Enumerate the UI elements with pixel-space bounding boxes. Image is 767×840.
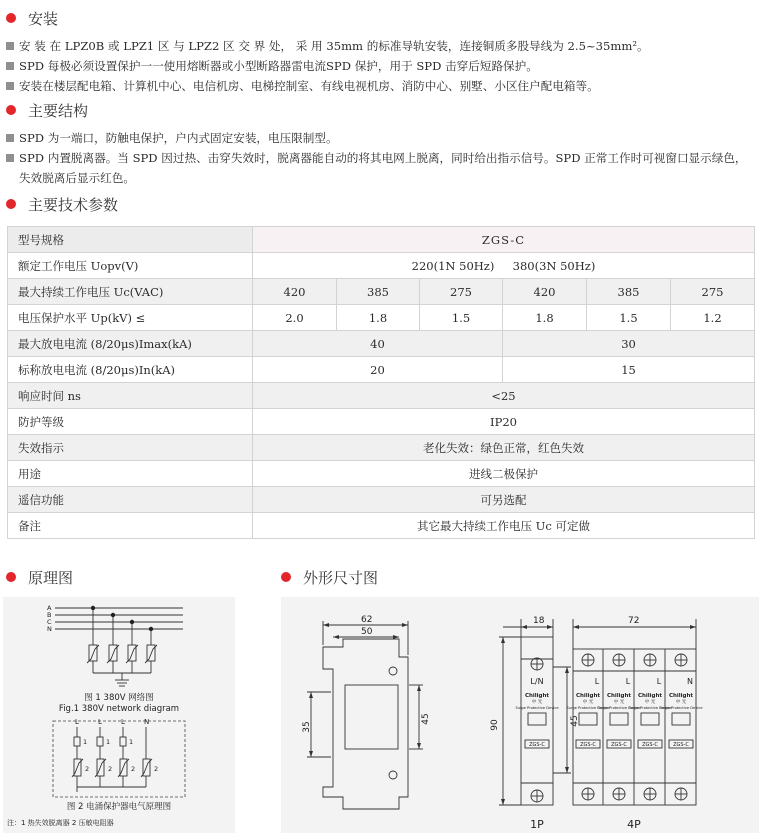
section-title: 主要技术参数 <box>28 195 119 214</box>
fig2-caption: 图 2 电涌保护器电气原理图 <box>66 802 172 812</box>
section-principle-header <box>6 566 73 588</box>
row-label: 失效指示 <box>8 435 253 461</box>
row-label: 防护等级 <box>8 409 253 435</box>
red-dot-icon <box>6 199 16 209</box>
list-item: SPD 每极必须设置保护一一使用熔断器或小型断路器雷电流SPD 保护，用于 SPD 击穿后短路保护。 <box>6 56 758 76</box>
row-label: 遥信功能 <box>8 487 253 513</box>
table-cell: 40 <box>253 331 503 357</box>
svg-text:中 光: 中 光 <box>531 700 543 705</box>
table-cell: 1.2 <box>671 305 755 331</box>
table-row <box>8 435 755 461</box>
table-row <box>8 279 755 305</box>
svg-text:中 光: 中 光 <box>644 700 656 705</box>
table-cell: 420 <box>253 279 337 305</box>
dim-50-label: 50 <box>361 627 373 637</box>
pole-label: L <box>98 718 102 726</box>
svg-text:ZGS-C: ZGS-C <box>611 742 627 748</box>
red-dot-icon <box>6 13 16 23</box>
svg-text:1: 1 <box>106 738 111 746</box>
svg-text:Surge Protective Device: Surge Protective Device <box>628 706 672 710</box>
dim-62-label: 62 <box>361 615 373 625</box>
row-label: 额定工作电压 Uopv(V) <box>8 253 253 279</box>
dim-90-label: 90 <box>490 719 500 731</box>
table-cell: 420 <box>503 279 587 305</box>
list-item: SPD 内置脱离器。当 SPD 因过热、击穿失效时，脱离器能自动的将其电网上脱离，同时给出指示信号。SPD 正常工作时可视窗口显示绿色，失效脱离后显示红色。 <box>6 148 758 188</box>
section-title: 安装 <box>28 9 59 28</box>
table-cell: 其它最大持续工作电压 Uc 可定做 <box>253 513 755 539</box>
square-bullet-icon <box>6 62 14 70</box>
red-dot-icon <box>6 572 16 582</box>
svg-text:Surge Protective Device: Surge Protective Device <box>597 706 641 710</box>
table-cell: ZGS-C <box>253 227 755 253</box>
label-4p: 4P <box>627 818 641 831</box>
svg-text:L/N: L/N <box>530 677 544 686</box>
pole-label: L <box>121 718 125 726</box>
svg-text:2: 2 <box>154 765 159 773</box>
red-dot-icon <box>281 572 291 582</box>
dim-18-label: 18 <box>533 616 545 626</box>
table-cell: 385 <box>337 279 420 305</box>
table-cell: 可另选配 <box>253 487 755 513</box>
phase-label: N <box>47 625 52 633</box>
spec-table <box>7 226 755 539</box>
svg-text:N: N <box>687 677 693 686</box>
table-cell: 275 <box>671 279 755 305</box>
red-dot-icon <box>6 105 16 115</box>
dim-72-label: 72 <box>628 616 640 626</box>
dimension-drawing <box>281 597 759 833</box>
section-params-header <box>6 193 118 215</box>
svg-text:中 光: 中 光 <box>675 700 687 705</box>
list-item: 安装在楼层配电箱、计算机中心、电信机房、电梯控制室、有线电视机房、消防中心、别墅、小区住户配电箱等。 <box>6 76 758 96</box>
table-row <box>8 357 755 383</box>
table-cell: 30 <box>503 331 755 357</box>
square-bullet-icon <box>6 154 14 162</box>
svg-text:2: 2 <box>108 765 113 773</box>
dimension-drawing-box <box>281 597 759 833</box>
table-cell: <25 <box>253 383 755 409</box>
table-cell: 15 <box>503 357 755 383</box>
table-cell: 1.8 <box>503 305 587 331</box>
table-row <box>8 513 755 539</box>
row-label: 最大放电电流 (8/20μs)Imax(kA) <box>8 331 253 357</box>
svg-text:Surge Protective Device: Surge Protective Device <box>566 706 610 710</box>
square-bullet-icon <box>6 134 14 142</box>
pole-label: N <box>144 718 150 726</box>
table-cell: 1.5 <box>420 305 503 331</box>
svg-text:Chilight: Chilight <box>637 693 663 699</box>
svg-text:ZGS-C: ZGS-C <box>642 742 658 748</box>
table-row <box>8 461 755 487</box>
table-cell: 275 <box>420 279 503 305</box>
pole-label: L <box>75 718 79 726</box>
table-row <box>8 331 755 357</box>
section-structure-header <box>6 99 88 121</box>
row-label: 用途 <box>8 461 253 487</box>
list-item: SPD 为一端口，防触电保护，户内式固定安装，电压限制型。 <box>6 128 758 148</box>
table-cell: 1.5 <box>587 305 671 331</box>
dim-45-label: 45 <box>570 715 580 727</box>
svg-text:Surge Protective Device: Surge Protective Device <box>659 706 703 710</box>
svg-text:Surge Protective Device: Surge Protective Device <box>515 706 559 710</box>
svg-text:ZGS-C: ZGS-C <box>529 742 545 748</box>
phase-label: A <box>47 604 52 612</box>
table-cell: 老化失效：绿色正常，红色失效 <box>253 435 755 461</box>
row-label: 型号规格 <box>8 227 253 253</box>
svg-text:1: 1 <box>83 738 88 746</box>
svg-text:1: 1 <box>129 738 134 746</box>
svg-text:Chilight: Chilight <box>524 693 550 699</box>
svg-text:2: 2 <box>85 765 90 773</box>
svg-text:Chilight: Chilight <box>575 693 601 699</box>
table-row <box>8 409 755 435</box>
list-item: 安 装 在 LPZ0B 或 LPZ1 区 与 LPZ2 区 交 界 处， 采 用 35mm 的标准导轨安装，连接铜质多股导线为 2.5~35mm²。 <box>6 36 758 56</box>
section-title: 原理图 <box>28 568 74 587</box>
table-cell: 进线二极保护 <box>253 461 755 487</box>
section-title: 主要结构 <box>28 101 89 120</box>
square-bullet-icon <box>6 42 14 50</box>
row-label: 最大持续工作电压 Uc(VAC) <box>8 279 253 305</box>
row-label: 标称放电电流 (8/20μs)In(kA) <box>8 357 253 383</box>
row-label: 响应时间 ns <box>8 383 253 409</box>
square-bullet-icon <box>6 82 14 90</box>
svg-text:2: 2 <box>131 765 136 773</box>
table-row <box>8 305 755 331</box>
section-dimension-header <box>281 566 378 588</box>
table-cell: 2.0 <box>253 305 337 331</box>
svg-text:ZGS-C: ZGS-C <box>580 742 596 748</box>
table-cell: 1.8 <box>337 305 420 331</box>
svg-text:L: L <box>656 677 662 686</box>
svg-text:中 光: 中 光 <box>613 700 625 705</box>
row-label: 电压保护水平 Up(kV) ≤ <box>8 305 253 331</box>
table-cell: IP20 <box>253 409 755 435</box>
fig2-note: 注：1 热失效脱离器 2 压敏电阻器 <box>7 819 114 827</box>
dim-35-label: 35 <box>302 721 312 733</box>
principle-diagram-box <box>3 597 235 833</box>
phase-label: C <box>47 618 52 626</box>
fig1-caption-cn: 图 1 380V 网络图 <box>84 693 154 703</box>
phase-label: B <box>47 611 52 619</box>
table-row <box>8 383 755 409</box>
fig1-caption-en: Fig.1 380V network diagram <box>58 704 180 714</box>
table-row <box>8 253 755 279</box>
row-label: 备注 <box>8 513 253 539</box>
svg-text:L: L <box>625 677 631 686</box>
table-cell: 385 <box>587 279 671 305</box>
svg-text:ZGS-C: ZGS-C <box>673 742 689 748</box>
table-row <box>8 487 755 513</box>
principle-diagram <box>3 597 235 833</box>
svg-text:L: L <box>594 677 600 686</box>
section-title: 外形尺寸图 <box>303 568 379 587</box>
svg-text:Chilight: Chilight <box>606 693 632 699</box>
table-row <box>8 227 755 253</box>
table-cell: 20 <box>253 357 503 383</box>
svg-text:中 光: 中 光 <box>582 700 594 705</box>
svg-text:Chilight: Chilight <box>668 693 694 699</box>
label-1p: 1P <box>530 818 544 831</box>
section-install-header <box>6 7 58 29</box>
dim-45-label: 45 <box>421 713 431 725</box>
table-cell: 220(1N 50Hz) 380(3N 50Hz) <box>253 253 755 279</box>
